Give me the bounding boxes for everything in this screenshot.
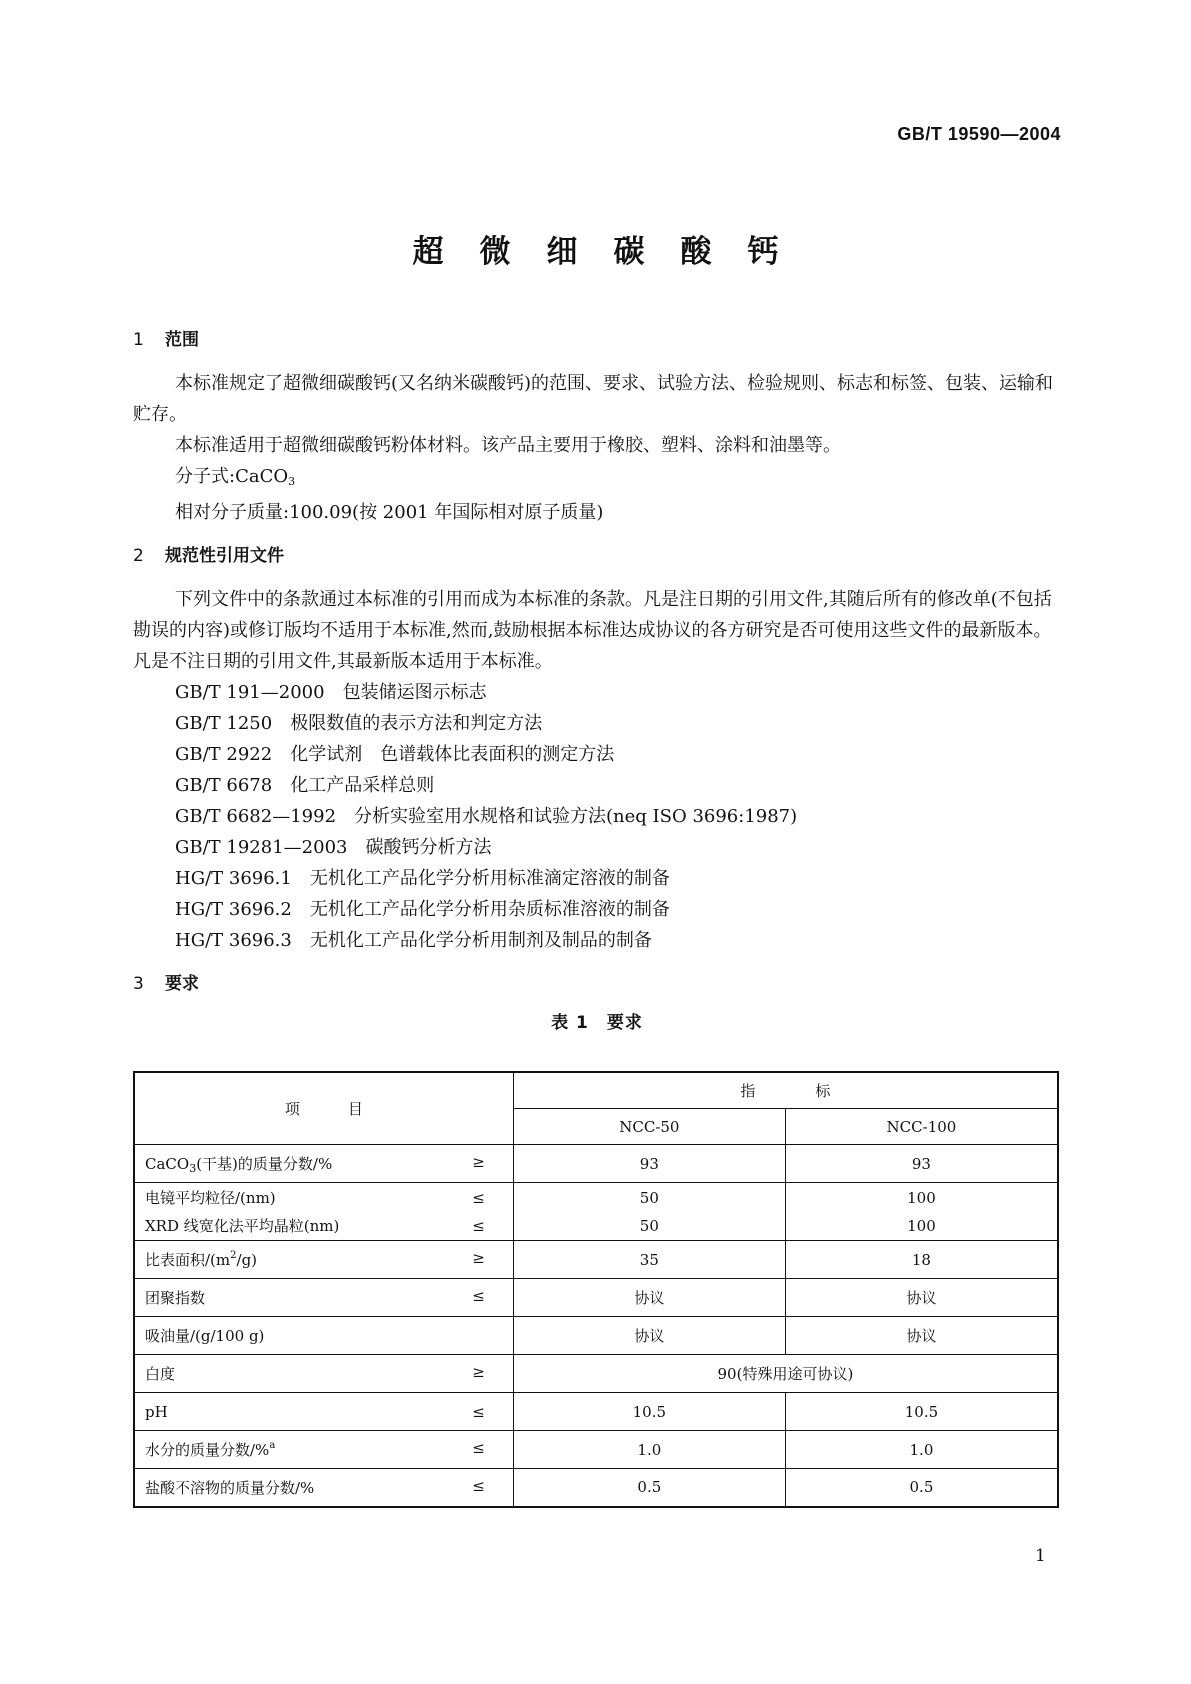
item-cell: 吸油量/(g/100 g) xyxy=(134,1317,513,1355)
scope-paragraph-2: 本标准适用于超微细碳酸钙粉体材料。该产品主要用于橡胶、塑料、涂料和油墨等。 xyxy=(175,435,841,456)
table-row xyxy=(134,1469,1058,1507)
table-row xyxy=(134,1279,1058,1317)
section-number: 2 xyxy=(133,546,144,566)
page-number: 1 xyxy=(1035,1546,1046,1566)
header-grade-ncc50: NCC-50 xyxy=(513,1109,785,1145)
table-row xyxy=(134,1355,1058,1393)
references-intro: 下列文件中的条款通过本标准的引用而成为本标准的条款。凡是注日期的引用文件,其随后所有的修改单(不包括勘误的内容)或修订版均不适用于本标准,然而,鼓励根据本标准达成协议的各方研究是否可使用这些文件的最新版本。凡是不注日期的引用文件,其最新版本适用于本标准。 xyxy=(133,589,1052,672)
table-row xyxy=(134,1241,1058,1279)
reference-item: GB/T 6682—1992 分析实验室用水规格和试验方法(neq ISO 3696:1987) xyxy=(175,806,798,827)
value-cell: 0.5 xyxy=(513,1469,785,1507)
reference-item: HG/T 3696.1 无机化工产品化学分析用标准滴定溶液的制备 xyxy=(175,868,670,889)
item-cell: pH ≤ xyxy=(134,1393,513,1431)
table-row xyxy=(134,1393,1058,1431)
section-title: 规范性引用文件 xyxy=(165,546,284,566)
standard-code: GB/T 19590—2004 xyxy=(897,124,1061,144)
table-row xyxy=(134,1183,1058,1241)
value-cell: 0.5 xyxy=(785,1469,1058,1507)
header-grade-ncc100: NCC-100 xyxy=(785,1109,1058,1145)
value-cell: 93 xyxy=(513,1145,785,1183)
value-cell: 10.5 xyxy=(785,1393,1058,1431)
reference-item: HG/T 3696.2 无机化工产品化学分析用杂质标准溶液的制备 xyxy=(175,899,670,920)
value-cell: 协议 xyxy=(785,1279,1058,1317)
reference-item: GB/T 2922 化学试剂 色谱载体比表面积的测定方法 xyxy=(175,744,615,765)
value-cell: 协议 xyxy=(513,1317,785,1355)
value-cell: 协议 xyxy=(513,1279,785,1317)
reference-item: GB/T 1250 极限数值的表示方法和判定方法 xyxy=(175,713,543,734)
requirements-table xyxy=(133,1071,1059,1508)
document-title: 超微细碳酸钙 xyxy=(412,234,815,270)
section-title: 范围 xyxy=(165,330,199,350)
value-cell-merged: 90(特殊用途可协议) xyxy=(513,1355,1058,1393)
table-caption: 表 1 要求 xyxy=(551,1013,643,1033)
section-number: 3 xyxy=(133,974,144,994)
header-item: 项目 xyxy=(134,1072,513,1145)
scope-paragraph-1: 本标准规定了超微细碳酸钙(又名纳米碳酸钙)的范围、要求、试验方法、检验规则、标志和标签、包装、运输和贮存。 xyxy=(133,373,1054,425)
reference-list xyxy=(133,677,1061,956)
item-cell: 电镜平均粒径/(nm) ≤ XRD 线宽化法平均晶粒(nm) ≤ xyxy=(134,1183,513,1241)
value-cell: 100 100 xyxy=(785,1183,1058,1241)
item-cell: 团聚指数 ≤ xyxy=(134,1279,513,1317)
molecular-formula: 分子式:CaCO$_3$ xyxy=(175,466,296,488)
item-cell: 白度 ≥ xyxy=(134,1355,513,1393)
item-cell: 水分的质量分数/%$^a$ ≤ xyxy=(134,1431,513,1469)
value-cell: 1.0 xyxy=(513,1431,785,1469)
value-cell: 18 xyxy=(785,1241,1058,1279)
reference-item: HG/T 3696.3 无机化工产品化学分析用制剂及制品的制备 xyxy=(175,930,652,951)
value-cell: 35 xyxy=(513,1241,785,1279)
reference-item: GB/T 6678 化工产品采样总则 xyxy=(175,775,435,796)
section-2-heading xyxy=(133,542,1061,570)
value-cell: 50 50 xyxy=(513,1183,785,1241)
section-number: 1 xyxy=(133,330,144,350)
table-row xyxy=(134,1431,1058,1469)
header-spec: 指标 xyxy=(513,1072,1058,1109)
value-cell: 协议 xyxy=(785,1317,1058,1355)
item-cell: 盐酸不溶物的质量分数/% ≤ xyxy=(134,1469,513,1507)
molecular-mass: 相对分子质量:100.09(按 2001 年国际相对原子质量) xyxy=(175,502,604,523)
item-cell: 比表面积$/(m^2/g)$ ≥ xyxy=(134,1241,513,1279)
section-title: 要求 xyxy=(165,974,199,994)
reference-item: GB/T 19281—2003 碳酸钙分析方法 xyxy=(175,837,492,858)
section-3-heading xyxy=(133,970,1061,998)
document-body xyxy=(133,326,1061,1038)
item-cell: CaCO$_3$(干基)的质量分数/% ≥ xyxy=(134,1145,513,1183)
table-row xyxy=(134,1317,1058,1355)
value-cell: 1.0 xyxy=(785,1431,1058,1469)
value-cell: 93 xyxy=(785,1145,1058,1183)
table-row xyxy=(134,1145,1058,1183)
value-cell: 10.5 xyxy=(513,1393,785,1431)
section-1-heading xyxy=(133,326,1061,354)
reference-item: GB/T 191—2000 包装储运图示标志 xyxy=(175,682,487,703)
